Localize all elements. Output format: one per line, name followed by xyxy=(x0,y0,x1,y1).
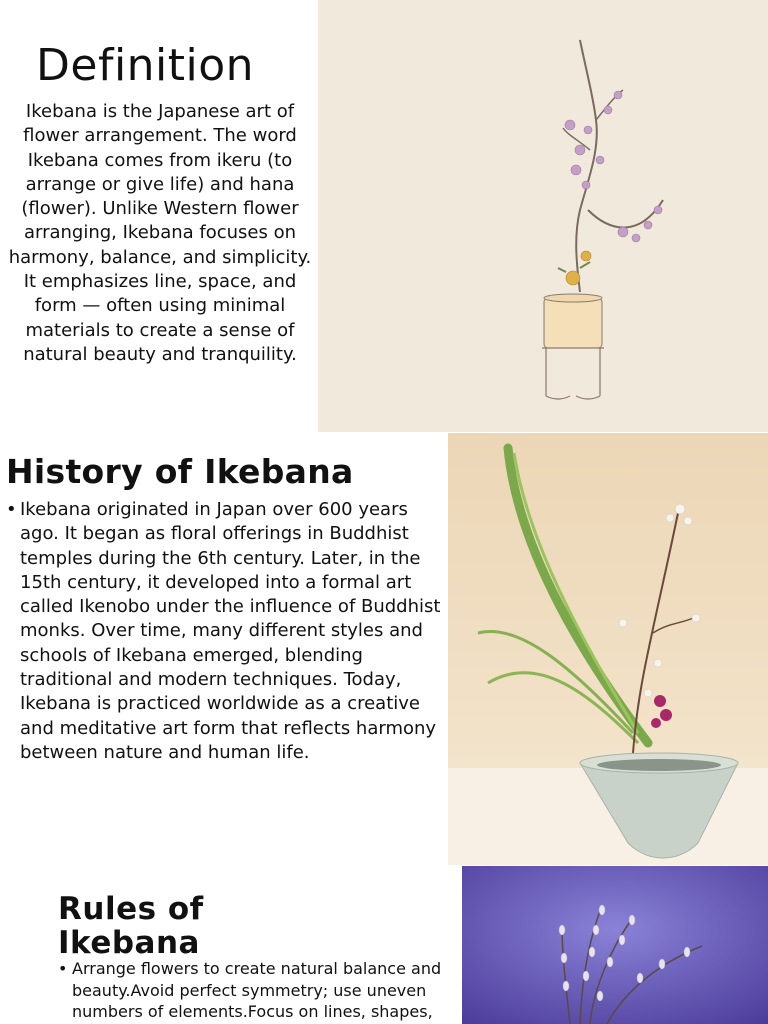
plum-branch-sketch xyxy=(318,0,768,432)
history-item-text: Ikebana originated in Japan over 600 years ago. It began as floral offerings in Buddhist temples during the 6th century. Later, in the 15th century, it developed into a formal art called Ikenobo under the influence of Buddhist monks. Over time, many different styles and schools of Ikebana emerged, blending traditional and modern techniques. Today, Ikebana is practiced worldwide as a creative and meditative art form that reflects harmony between nature and human life. xyxy=(20,499,441,763)
pussy-willow-image xyxy=(462,866,768,1024)
bullet-icon: • xyxy=(58,959,68,978)
rules-list xyxy=(58,958,458,1023)
rules-list-item xyxy=(58,958,458,1023)
history-title: History of Ikebana xyxy=(6,452,354,491)
definition-title: Definition xyxy=(36,40,255,91)
rules-title: Rules of Ikebana xyxy=(58,891,204,961)
history-list-item xyxy=(6,498,444,765)
history-list xyxy=(6,498,444,765)
ikebana-arrangement-image xyxy=(448,433,768,865)
ikebana-sketch-image xyxy=(318,0,768,432)
ikebana-bowl-photo xyxy=(448,433,768,865)
rules-item-text: Arrange flowers to create natural balance and beauty.Avoid perfect symmetry; use uneven numbers of elements.Focus on lines, shapes, xyxy=(72,959,442,1021)
willow-branches-photo xyxy=(462,866,768,1024)
bullet-icon: • xyxy=(6,499,17,520)
definition-text: Ikebana is the Japanese art of flower arrangement. The word Ikebana comes from ikeru (to arrange or give life) and hana (flower). Unlike Western flower arranging, Ikebana focuses on harmony, balance, and simplicity. It emphasizes line, space, and form — often using minimal materials to create a sense of natural beauty and tranquility. xyxy=(8,101,312,365)
